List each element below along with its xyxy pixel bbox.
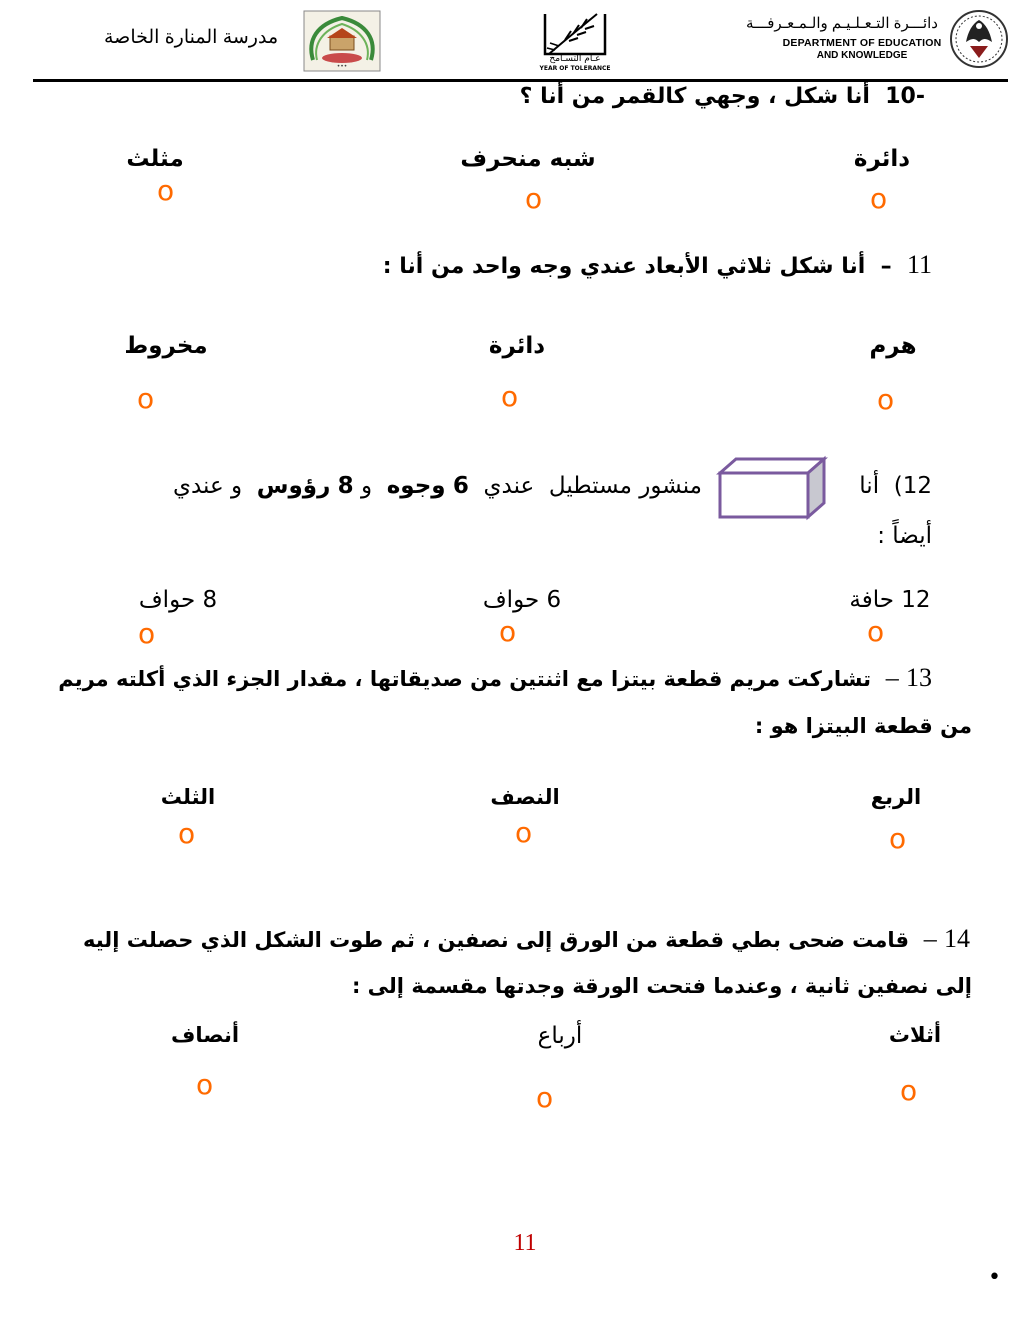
year-of-tolerance-logo <box>525 10 625 74</box>
question-13-line1 <box>58 663 932 693</box>
q14-option-thirds: أثلاث <box>888 1023 942 1047</box>
q10-choice-3[interactable]: o <box>157 174 175 207</box>
page-number: 11 <box>513 1230 537 1256</box>
q10-choice-2[interactable]: o <box>525 182 543 215</box>
q12-option-6-edges: 6 حواف <box>482 587 562 613</box>
q12-option-12-edges: 12 حافة <box>849 587 931 613</box>
q11-choice-2[interactable]: o <box>501 380 519 413</box>
question-12-faces-word: وجوه <box>386 473 446 499</box>
q10-option-trapezoid: شبه منحرف <box>460 146 596 172</box>
question-11-dash: – <box>880 254 892 279</box>
svg-text:•••: ••• <box>336 63 348 70</box>
falcon-emblem-icon <box>948 8 1010 70</box>
question-12-faces-count: 6 <box>452 473 469 499</box>
school-crest-logo <box>303 10 381 72</box>
question-12-have: عندي <box>483 473 535 499</box>
question-12-and-have: و عندي <box>172 473 243 499</box>
q11-option-cone: مخروط <box>124 333 208 359</box>
question-14-line1 <box>83 924 970 954</box>
adek-english-line2: AND KNOWLEDGE <box>816 50 908 61</box>
question-12-number: 12) <box>893 473 932 499</box>
q13-choice-3[interactable]: o <box>178 817 196 850</box>
q10-option-circle: دائرة <box>853 146 911 172</box>
q13-option-half: النصف <box>490 785 560 809</box>
question-12-shape-name: منشور مستطيل <box>548 473 702 499</box>
q10-option-triangle: مثلث <box>126 146 184 172</box>
q13-choice-1[interactable]: o <box>889 822 907 855</box>
question-14-line2: إلى نصفين ثانية ، وعندما فتحت الورقة وجدتها مقسمة إلى : <box>351 974 972 998</box>
tolerance-english: YEAR OF TOLERANCE <box>539 65 611 72</box>
q11-choice-1[interactable]: o <box>877 383 895 416</box>
question-10-text: أنا شكل ، وجهي كالقمر من أنا ؟ <box>519 84 870 109</box>
q11-option-circle: دائرة <box>488 333 546 359</box>
question-11-text: أنا شكل ثلاثي الأبعاد عندي وجه واحد من أنا : <box>382 254 866 279</box>
question-12-intro: أنا <box>859 473 880 499</box>
question-12-vertices-count: 8 <box>337 473 354 499</box>
q12-choice-2[interactable]: o <box>499 615 517 648</box>
header-divider <box>33 79 1008 82</box>
question-13-line2: من قطعة البيتزا هو : <box>754 714 972 738</box>
question-14-dash: – <box>923 924 937 953</box>
question-13-text-line1: تشاركت مريم قطعة بيتزا مع اثنتين من صديقاتها ، مقدار الجزء الذي أكلته مريم <box>58 667 872 691</box>
question-12-head <box>859 473 932 499</box>
trailing-bullet: • <box>988 1265 1001 1290</box>
question-13-dash: – <box>885 663 899 692</box>
rectangular-prism-icon <box>714 455 832 523</box>
question-11-number: 11 <box>906 250 932 279</box>
q13-option-third: الثلث <box>160 785 216 809</box>
question-14-number: 14 <box>944 924 970 953</box>
q11-choice-3[interactable]: o <box>137 382 155 415</box>
q12-choice-1[interactable]: o <box>867 615 885 648</box>
question-11 <box>383 250 932 280</box>
q10-choice-1[interactable]: o <box>870 182 888 215</box>
school-name: مدرسة المنارة الخاصة <box>104 27 279 48</box>
question-10 <box>520 84 925 109</box>
tolerance-arabic: عـام التسـامح <box>549 54 601 64</box>
question-14-text-line1: قامت ضحى بطي قطعة من الورق إلى نصفين ، ثم طوت الشكل الذي حصلت إليه <box>83 928 910 952</box>
q14-choice-1[interactable]: o <box>900 1074 918 1107</box>
adek-english-line1: DEPARTMENT OF EDUCATION <box>782 37 942 49</box>
q12-option-8-edges: 8 حواف <box>138 587 218 613</box>
q14-option-halves: أنصاف <box>170 1023 240 1047</box>
q13-choice-2[interactable]: o <box>515 816 533 849</box>
question-12-vertices-word: رؤوس <box>256 473 331 499</box>
question-12-line2: أيضاً : <box>877 523 932 549</box>
adek-arabic-name: دائـــرة التـعـلـيـم والـمـعـرفـــة <box>746 15 938 32</box>
q14-option-quarters: أرباع <box>537 1023 583 1049</box>
question-12-body <box>173 473 702 499</box>
q14-choice-3[interactable]: o <box>196 1068 214 1101</box>
q12-choice-3[interactable]: o <box>138 617 156 650</box>
q11-option-pyramid: هرم <box>869 333 917 359</box>
question-10-number: -10 <box>885 84 925 109</box>
question-12-and: و <box>360 473 373 499</box>
q13-option-quarter: الربع <box>870 785 922 809</box>
q14-choice-2[interactable]: o <box>536 1081 554 1114</box>
question-13-number: 13 <box>906 663 932 692</box>
